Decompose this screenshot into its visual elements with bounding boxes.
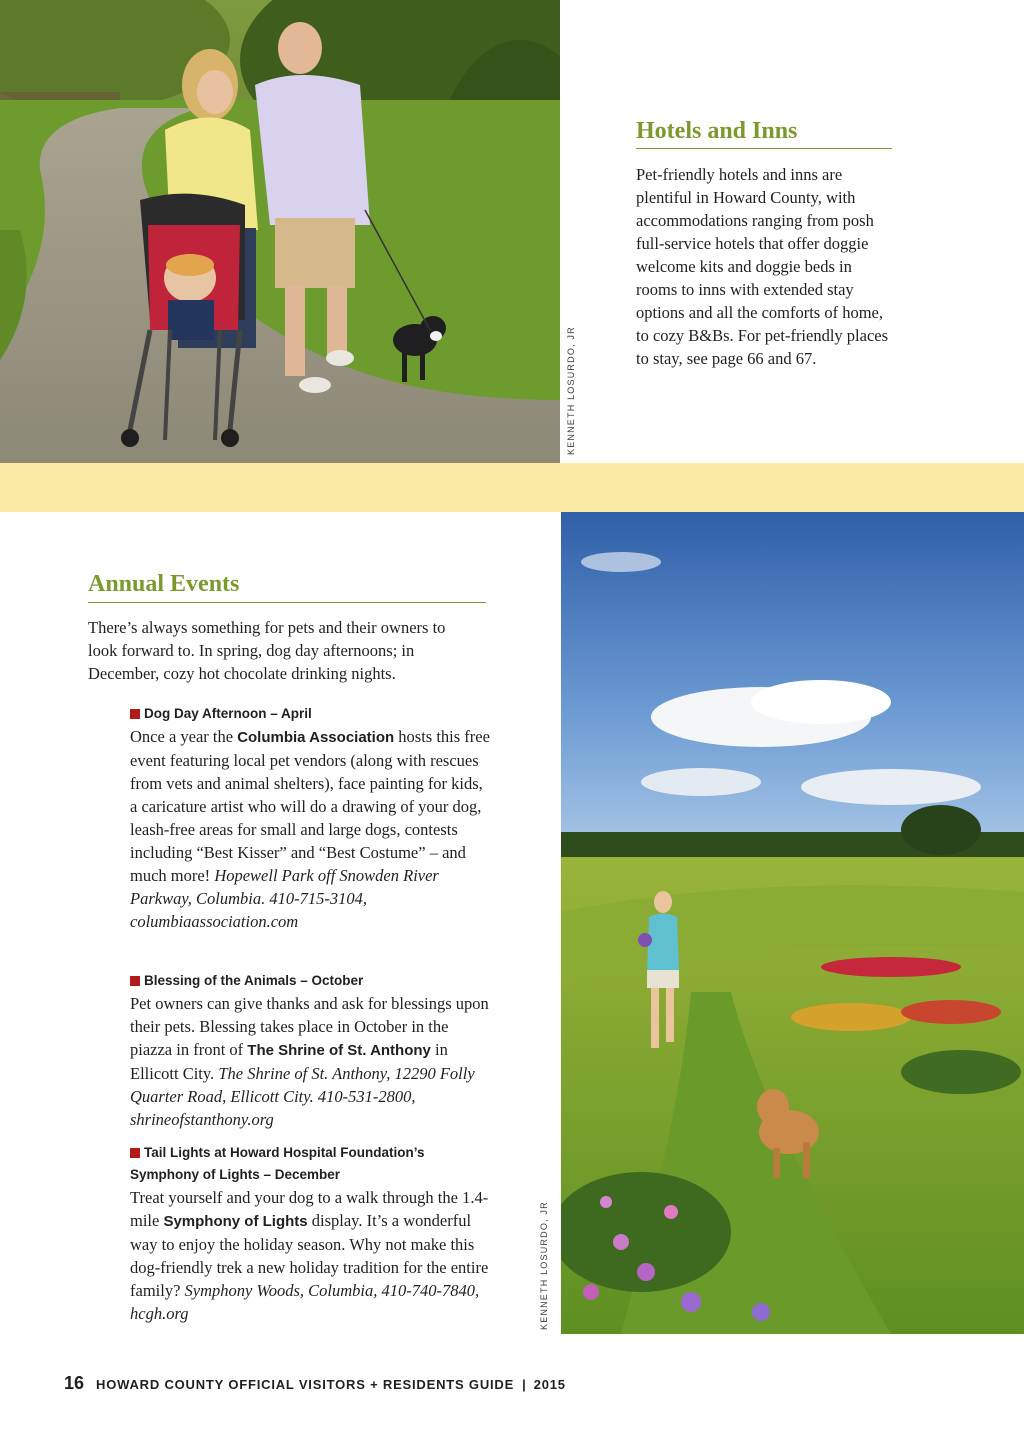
event-body-text: Pet owners can give thanks and ask for blessings upon their pets. Blessing takes place in October in the piazza in front of <box>130 994 489 1059</box>
events-intro: There’s always something for pets and their owners to look forward to. In spring, dog day afternoons; in December, cozy hot chocolate drinking nights. <box>88 618 446 683</box>
publication-title: HOWARD COUNTY OFFICIAL VISITORS + RESIDENTS GUIDE <box>96 1377 515 1392</box>
event-location: Hopewell Park off Snowden River Parkway, Columbia. 410-715-3104, columbiaassociation.com <box>130 866 439 931</box>
event-location: The Shrine of St. Anthony, 12290 Folly Quarter Road, Ellicott City. 410-531-2800, shrineofstanthony.org <box>130 1064 475 1129</box>
event-body-text: Treat yourself and your dog to a walk through the 1.4-mile <box>130 1188 489 1230</box>
events-heading: Annual Events <box>88 571 240 597</box>
family-walk-photo <box>0 0 560 463</box>
hotels-heading: Hotels and Inns <box>636 118 798 144</box>
event-body-text: hosts this free event featuring local pet vendors (along with rescues from vets and animal shelters), face painting for kids, a caricature artist who will do a drawing of your dog, leash-free areas for small and large dogs, contests including “Best Kisser” and “Best Costume” – and much more! <box>130 727 490 885</box>
publication-year: 2015 <box>533 1377 566 1392</box>
footer-separator: | <box>522 1377 526 1392</box>
hotels-body: Pet-friendly hotels and inns are plentiful in Howard County, with accommodations ranging from posh full-service hotels that offer doggie welcome kits and doggie beds in rooms to inns with extended stay options and all the comforts of home, to cozy B&Bs. For pet-friendly places to stay, see page 66 and 67. <box>636 165 889 368</box>
photo-credit-top: KENNETH LOSURDO, JR <box>566 326 576 455</box>
page-footer <box>64 1373 566 1394</box>
photo-credit-bottom: KENNETH LOSURDO, JR <box>539 1201 549 1330</box>
event-body-text: in Ellicott City. <box>130 1040 448 1083</box>
event-description <box>130 992 492 1131</box>
page-number: 16 <box>64 1373 85 1393</box>
event-dog-day-afternoon <box>130 703 492 933</box>
meadow-dog-photo <box>561 512 1024 1334</box>
event-body-text: display. It’s a wonderful way to enjoy the holiday season. Why not make this dog-friendly trek a new holiday tradition for the entire family? <box>130 1211 489 1300</box>
yellow-band <box>0 463 1024 512</box>
bullet-square-icon <box>130 709 140 719</box>
event-title <box>130 970 492 992</box>
event-tail-lights <box>130 1142 492 1325</box>
event-description <box>130 1186 492 1325</box>
event-body-text: Once a year the <box>130 727 238 746</box>
hotels-divider <box>636 148 892 149</box>
event-title <box>130 1142 492 1186</box>
event-organization: Columbia Association <box>237 729 395 746</box>
event-blessing-of-animals <box>130 970 492 1131</box>
event-title <box>130 703 492 725</box>
bullet-square-icon <box>130 1148 140 1158</box>
event-title-text: Dog Day Afternoon – April <box>144 706 312 721</box>
event-title-text: Blessing of the Animals – October <box>144 973 364 988</box>
event-organization: Symphony of Lights <box>163 1213 308 1230</box>
event-description <box>130 725 492 933</box>
bullet-square-icon <box>130 976 140 986</box>
event-organization: The Shrine of St. Anthony <box>247 1042 431 1059</box>
event-title-text: Tail Lights at Howard Hospital Foundation’s Symphony of Lights – December <box>130 1145 425 1182</box>
events-divider <box>88 602 486 603</box>
event-location: Symphony Woods, Columbia, 410-740-7840, hcgh.org <box>130 1281 480 1323</box>
